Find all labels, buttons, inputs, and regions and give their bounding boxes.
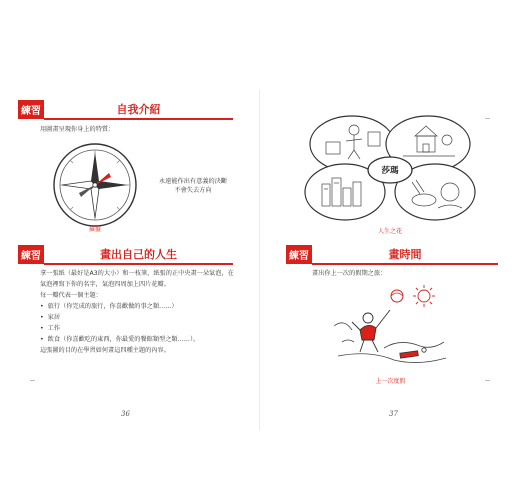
list-item: • 家居: [40, 312, 250, 323]
paragraph-line: 這張圖的目的在學習如何畫這四種主題的內容。: [40, 347, 170, 354]
header-rule: [44, 118, 233, 120]
header-rule: [44, 263, 233, 265]
section-prompt: 用圖畫呈現你身上的特質：: [40, 126, 115, 133]
paragraph-line: 拿一張紙（最好是A3的大小）和一枝筆，紙張的正中央畫一朵氣泡，在: [40, 270, 234, 277]
exercise-badge: 練習: [18, 100, 44, 119]
list-item: • 工作: [40, 323, 250, 334]
note-line: 永遠能作出有意義的決斷: [158, 178, 228, 185]
page-gutter: [259, 90, 260, 430]
compass-illustration: [50, 140, 140, 230]
vacation-illustration: [330, 282, 450, 366]
header-rule: [312, 263, 498, 265]
list-item: • 飲食（你喜歡吃的東西，你最愛的餐館類型之類……）。: [40, 334, 250, 345]
section-title: 畫時間: [388, 248, 422, 261]
topic-list: [40, 301, 250, 345]
flower-center-label: 莎瑪: [381, 166, 399, 176]
compass-note: [148, 177, 238, 195]
page-number: 37: [389, 410, 398, 418]
figure-caption: 上一次度假: [375, 378, 406, 385]
exercise-badge: 練習: [18, 245, 44, 264]
paragraph-line: 每一瓣代表一個主題：: [40, 292, 102, 299]
note-line: 不會失去方向: [174, 187, 212, 194]
crop-mark: [485, 380, 490, 381]
figure-caption: 人生之花: [377, 228, 402, 235]
crop-mark: [30, 380, 35, 381]
page-number: 36: [121, 410, 130, 418]
exercise-header-draw-life: [18, 245, 233, 265]
section-prompt: 畫出你上一次的假期之旅：: [312, 270, 387, 277]
exercise-header-draw-time: [286, 245, 498, 265]
exercise-badge: 練習: [286, 245, 312, 264]
section-title: 自我介紹: [116, 103, 161, 116]
paragraph-line: 氣泡裡寫下你的名字，氣泡四周加上四片花瓣。: [40, 281, 170, 288]
crop-mark: [485, 118, 490, 119]
section-paragraph: [40, 268, 250, 356]
list-item: • 旅行（你完成的旅行，你喜歡做的事之類……）: [40, 301, 250, 312]
figure-caption: 羅盤: [88, 226, 101, 233]
section-title: 畫出自己的人生: [100, 248, 177, 261]
exercise-header-self-intro: [18, 100, 233, 120]
